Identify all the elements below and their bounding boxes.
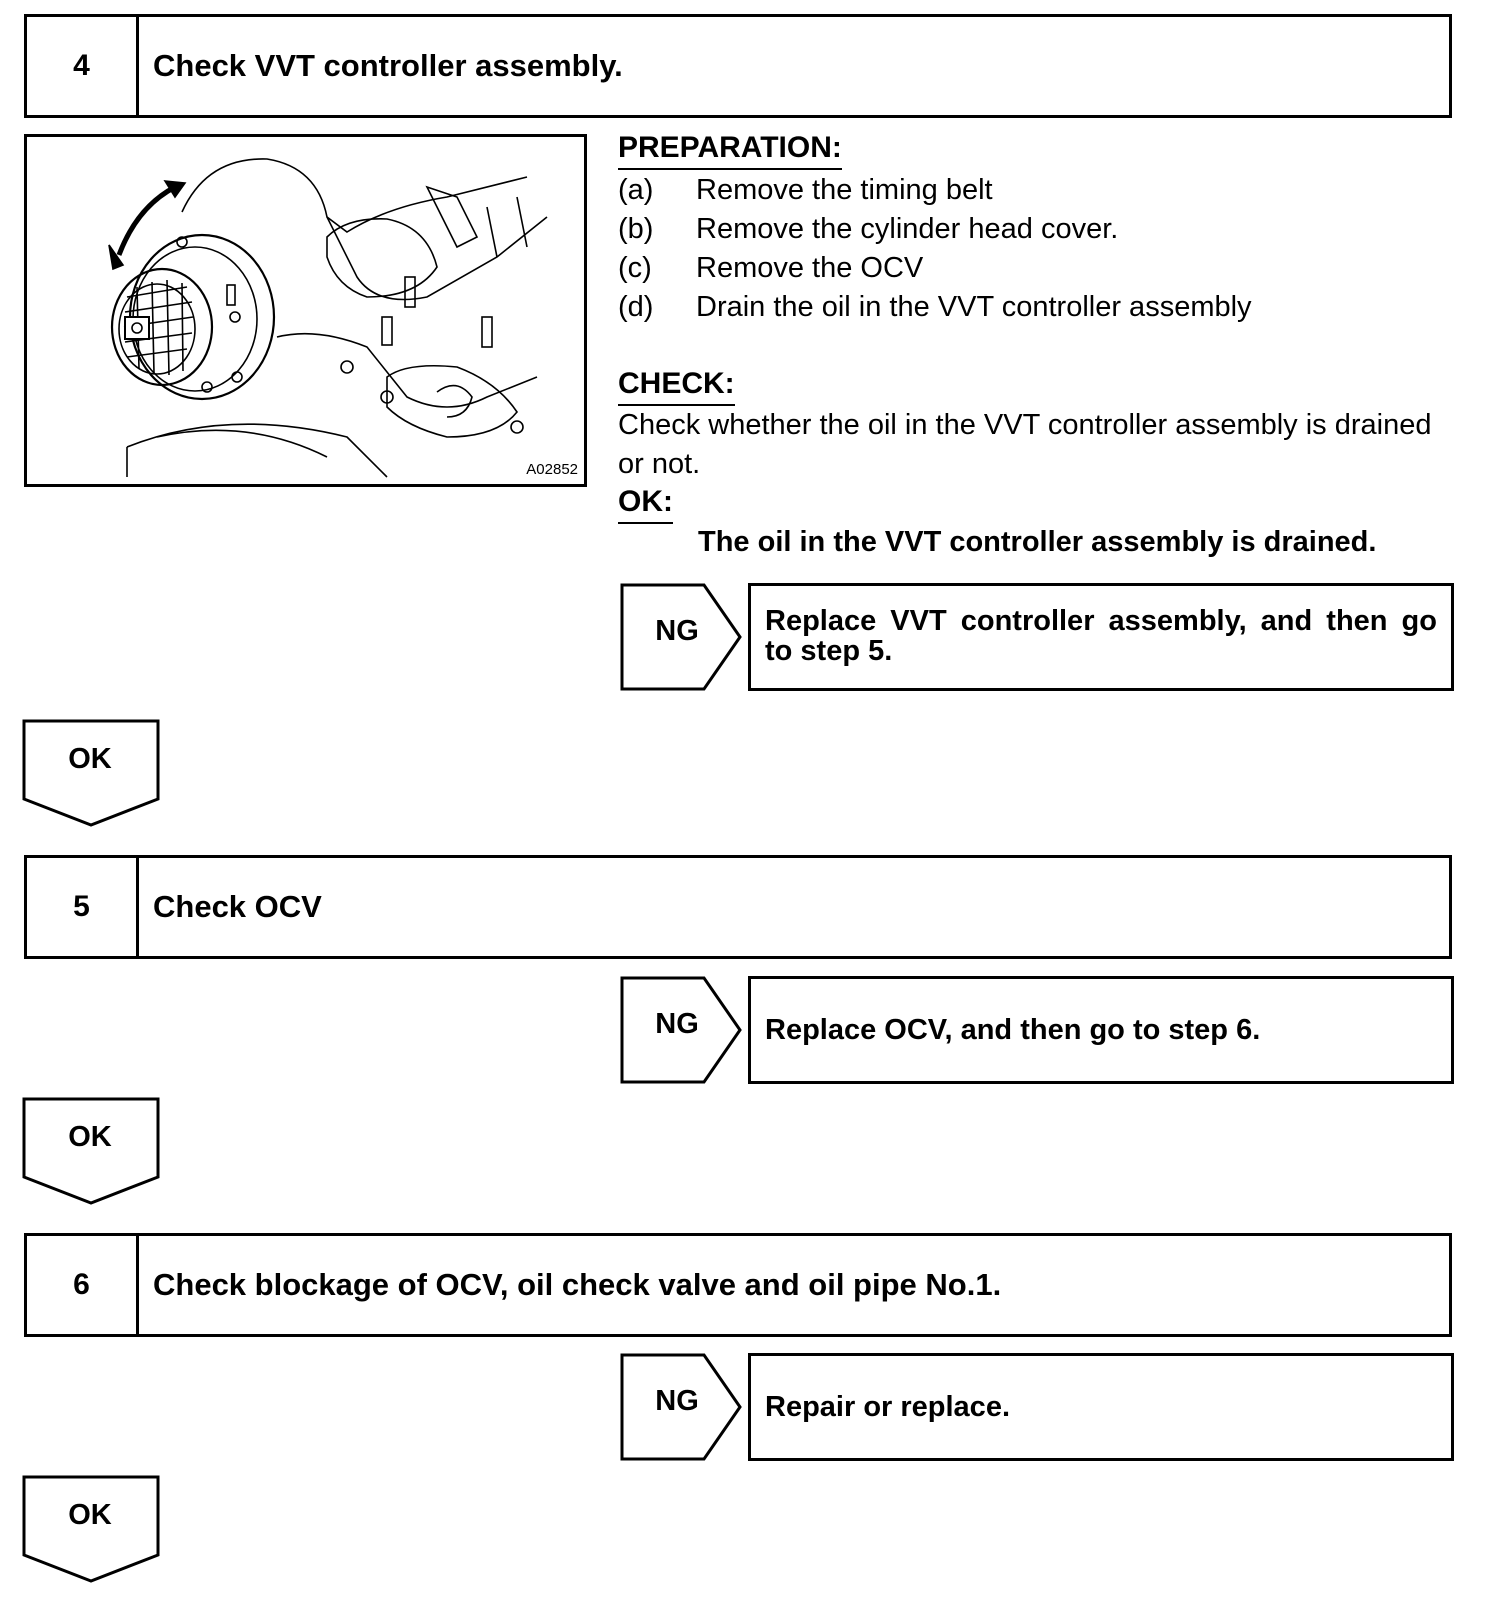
item-letter: (a) bbox=[618, 174, 654, 206]
step-5-header bbox=[24, 855, 1452, 959]
ng-action-box bbox=[748, 583, 1454, 691]
ng-action-line: to step 5. bbox=[765, 635, 893, 667]
ok-label: OK bbox=[68, 742, 112, 775]
ok-label: OK bbox=[68, 1120, 112, 1153]
item-text: Remove the OCV bbox=[696, 252, 924, 284]
item-letter: (b) bbox=[618, 213, 654, 245]
preparation-item bbox=[618, 213, 1118, 245]
ng-label: NG bbox=[655, 1007, 699, 1040]
figure-id: A02852 bbox=[526, 461, 578, 478]
preparation-item bbox=[618, 291, 1252, 323]
step-title: Check VVT controller assembly. bbox=[153, 48, 623, 83]
ng-label: NG bbox=[655, 614, 699, 647]
ng-action-line: Replace VVT controller assembly, and then go bbox=[765, 605, 1437, 637]
check-text: Check whether the oil in the VVT controller assembly is drained or not. bbox=[618, 409, 1432, 480]
step-4-header bbox=[24, 14, 1452, 118]
ng-action-box bbox=[748, 976, 1454, 1084]
item-letter: (d) bbox=[618, 291, 654, 323]
step-title: Check blockage of OCV, oil check valve and oil pipe No.1. bbox=[153, 1267, 1002, 1302]
step-number: 4 bbox=[27, 17, 139, 115]
step-title: Check OCV bbox=[153, 889, 322, 924]
ng-action-box bbox=[748, 1353, 1454, 1461]
step-number: 5 bbox=[27, 858, 139, 956]
vvt-controller-figure bbox=[24, 134, 587, 487]
ng-action-text: Replace OCV, and then go to step 6. bbox=[765, 1014, 1261, 1046]
preparation-item bbox=[618, 252, 923, 284]
vvt-controller-illustration bbox=[27, 137, 584, 484]
item-letter: (c) bbox=[618, 252, 652, 284]
item-text: Remove the timing belt bbox=[696, 174, 993, 206]
ng-action-text: Repair or replace. bbox=[765, 1391, 1010, 1423]
step-number: 6 bbox=[27, 1236, 139, 1334]
ok-criteria-heading: OK: bbox=[618, 486, 673, 524]
ok-criteria-text: The oil in the VVT controller assembly is drained. bbox=[698, 526, 1377, 558]
preparation-item bbox=[618, 174, 993, 206]
item-text: Remove the cylinder head cover. bbox=[696, 213, 1119, 245]
item-text: Drain the oil in the VVT controller assembly bbox=[696, 291, 1252, 323]
preparation-heading: PREPARATION: bbox=[618, 132, 842, 170]
step-6-header bbox=[24, 1233, 1452, 1337]
ng-label: NG bbox=[655, 1384, 699, 1417]
ok-label: OK bbox=[68, 1498, 112, 1531]
check-heading: CHECK: bbox=[618, 368, 735, 406]
